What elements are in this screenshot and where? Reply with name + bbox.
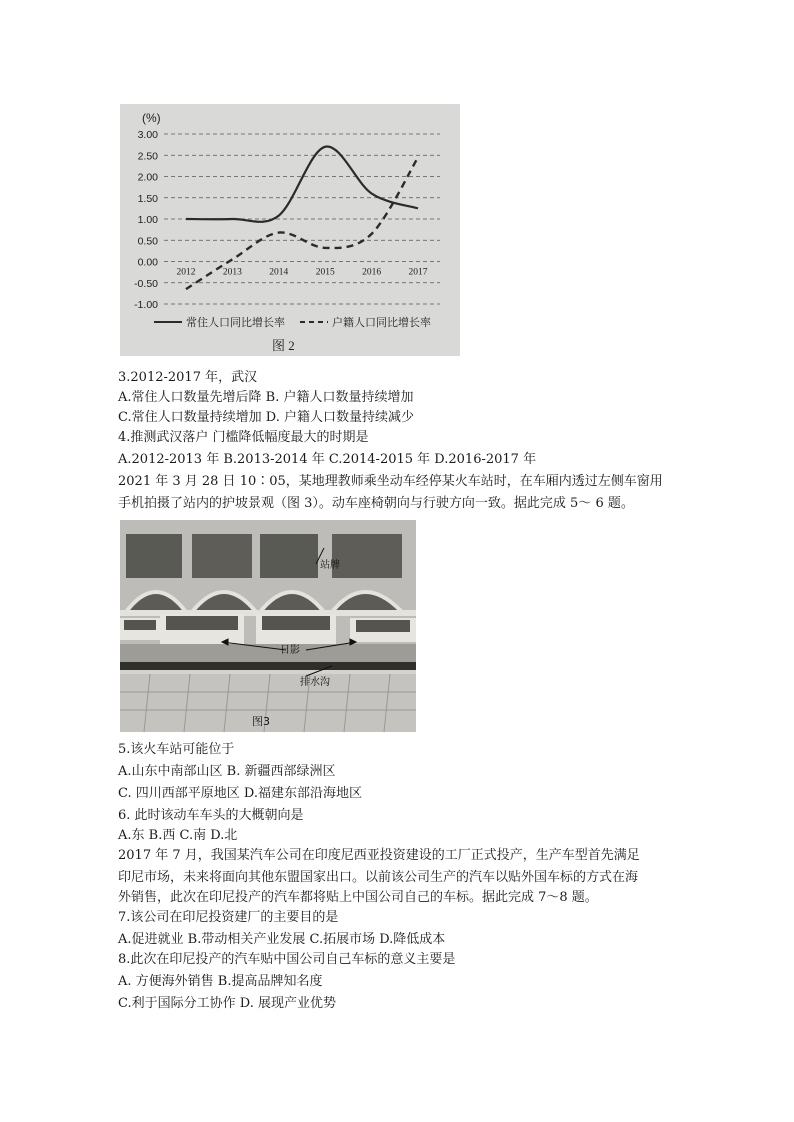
drain-label: 排水沟 [300, 677, 330, 688]
x-tick-label: 2015 [315, 267, 335, 278]
question-8: 8.此次在印尼投产的汽车贴中国公司自己车标的意义主要是 [118, 952, 456, 967]
x-tick-label: 2013 [222, 267, 242, 278]
y-tick-label: 1.00 [137, 214, 158, 226]
shadow-label: 日影 [280, 645, 300, 656]
y-tick-label: 3.00 [137, 129, 158, 141]
y-tick-label: 1.50 [137, 192, 158, 205]
y-tick-label: 0.00 [137, 256, 158, 269]
intro-7-8-line-2: 印尼市场，未来将面向其他东盟国家出口。以前该公司生产的汽车以贴外国车标的方式在海 [118, 870, 639, 885]
intro-5-6-line-2: 手机拍摄了站内的护坡景观（图 3）。动车座椅朝向与行驶方向一致。据此完成 5～ 6 题。 [118, 496, 634, 511]
question-3-options-ab: A.常住人口数量先增后降 B. 户籍人口数量持续增加 [118, 390, 414, 405]
x-tick-label: 2016 [362, 267, 382, 278]
question-4: 4.推测武汉落户 门槛降低幅度最大的时期是 [118, 430, 369, 445]
intro-7-8-line-3: 外销售，此次在印尼投产的汽车都将贴上中国公司自己的车标。据此完成 7～8 题。 [118, 890, 598, 905]
question-4-options: A.2012-2013 年 B.2013-2014 年 C.2014-2015 年 D.2016-2017 年 [118, 452, 537, 467]
y-tick-label: 2.00 [137, 171, 158, 184]
question-5-options-cd: C. 四川西部平原地区 D.福建东部沿海地区 [118, 786, 362, 801]
question-8-options-cd: C.利于国际分工协作 D. 展现产业优势 [118, 996, 336, 1011]
question-8-options-ab: A. 方便海外销售 B.提高品牌知名度 [118, 974, 323, 989]
question-3: 3.2012-2017 年，武汉 [118, 370, 258, 385]
grass-panels [126, 534, 402, 578]
question-7: 7.该公司在印尼投资建厂的主要目的是 [118, 910, 339, 925]
intro-5-6-line-1: 2021 年 3 月 28 日 10∶05，某地理教师乘坐动车经停某火车站时，在车厢内透过左侧车窗用 [118, 474, 663, 489]
figure-3-caption: 图3 [252, 715, 270, 728]
x-tick-label: 2017 [408, 267, 428, 278]
legend-label-registered: 户籍人口同比增长率 [332, 316, 431, 329]
y-tick-label: -1.00 [134, 299, 158, 311]
question-6: 6. 此时该动车车头的大概朝向是 [118, 808, 304, 823]
series-line-resident [186, 147, 418, 222]
question-5: 5.该火车站可能位于 [118, 742, 235, 757]
x-tick-label: 2012 [176, 267, 196, 278]
y-tick-label: -0.50 [134, 277, 158, 290]
slope-landscape-illustration [120, 520, 416, 732]
question-6-options: A.东 B.西 C.南 D.北 [118, 828, 238, 843]
y-tick-label: 0.50 [137, 235, 158, 248]
planters [120, 614, 416, 644]
question-3-options-cd: C.常住人口数量持续增加 D. 户籍人口数量持续减少 [118, 410, 414, 425]
x-tick-label: 2014 [269, 267, 289, 278]
station-sign-label: 站牌 [320, 560, 340, 571]
drain-strip [120, 662, 416, 670]
question-5-options-ab: A.山东中南部山区 B. 新疆西部绿洲区 [118, 764, 336, 779]
y-tick-label: 2.50 [137, 150, 158, 163]
question-7-options: A.促进就业 B.带动相关产业发展 C.拓展市场 D.降低成本 [118, 932, 446, 947]
legend-label-resident: 常住人口同比增长率 [186, 316, 285, 329]
population-growth-chart [120, 104, 460, 356]
figure-2-chart [120, 104, 460, 356]
figure-3-photo [120, 520, 416, 732]
y-axis-unit-label: (%) [142, 111, 161, 125]
intro-7-8-line-1: 2017 年 7 月，我国某汽车公司在印度尼西亚投资建设的工厂正式投产，生产车型首先满足 [118, 848, 640, 863]
figure-2-caption: 图 2 [272, 338, 295, 353]
